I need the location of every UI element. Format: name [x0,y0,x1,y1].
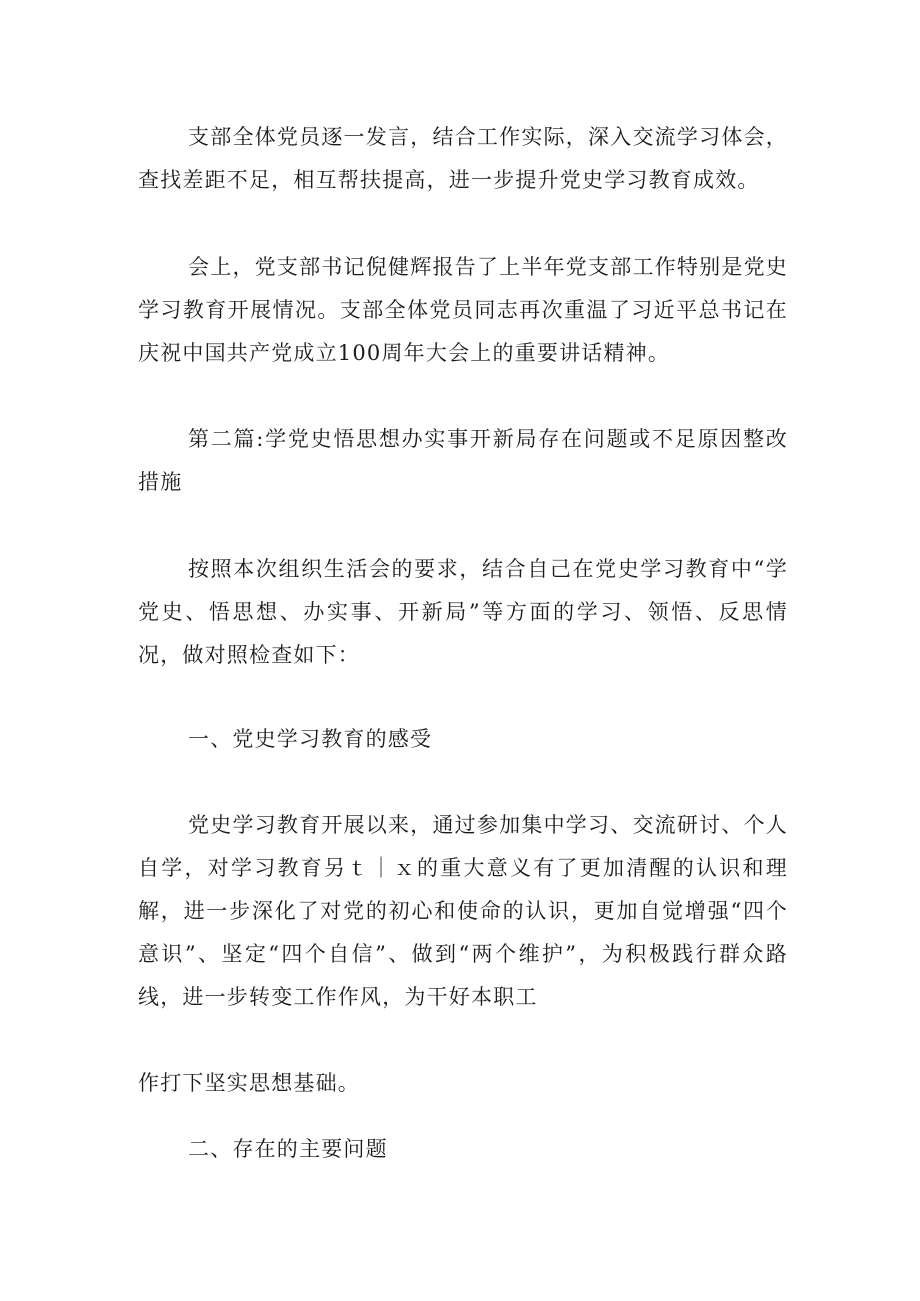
section-heading-2: 二、存在的主要问题 [188,1137,388,1161]
paragraph-member-speeches: 支部全体党员逐一发言，结合工作实际，深入交流学习体会，查找差距不足，相互帮扶提高，进一步提升党史学习教育成效。 [138,125,788,192]
paragraph-study-feelings: 党史学习教育开展以来，通过参加集中学习、交流研讨、个人自学，对学习教育另ｔ｜ｘ的重大意义有了更加清醒的认识和理解，进一步深化了对党的初心和使命的认识，更加自觉增强“四个意识”、坚定“四个自信”、做到“两个维护”，为积极践行群众路线，进一步转变工作作风，为干好本职工 [138,813,788,1009]
section-heading-1: 一、党史学习教育的感受 [188,727,433,751]
paragraph-continuation: 作打下坚实思想基础。 [138,1071,360,1095]
paragraph-meeting-report: 会上，党支部书记倪健辉报告了上半年党支部工作特别是党史学习教育开展情况。支部全体党员同志再次重温了习近平总书记在庆祝中国共产党成立100周年大会上的重要讲话精神。 [138,255,788,365]
paragraph-article-title: 第二篇:学党史悟思想办实事开新局存在问题或不足原因整改措施 [138,427,788,494]
paragraph-self-review-intro: 按照本次组织生活会的要求，结合自己在党史学习教育中“学党史、悟思想、办实事、开新局”等方面的学习、领悟、反思情况，做对照检查如下： [138,557,788,667]
